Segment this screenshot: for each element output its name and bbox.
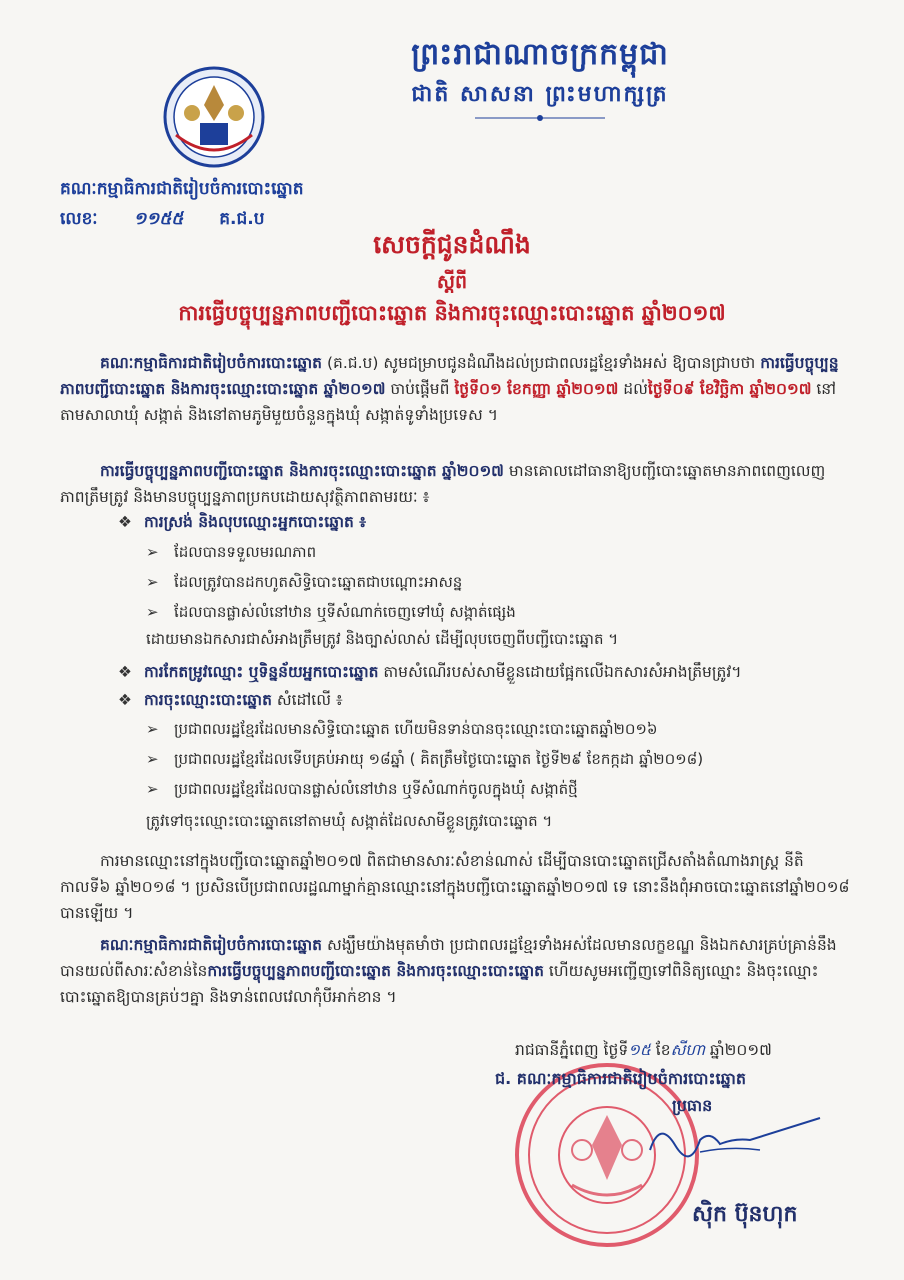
arrow-bullet-icon: ➢ [146,573,159,591]
signatory-organization: ជ. គណៈកម្មាធិការជាតិរៀបចំការបោះឆ្នោត [495,1069,746,1088]
paragraph-3: ការមានឈ្មោះនៅក្នុងបញ្ជីបោះឆ្នោតឆ្នាំ២០១៧ ពិតជាមានសារៈសំខាន់ណាស់ ដើម្បីបានបោះឆ្នោតជ្រើសតាំងតំណាងរាស្ត្រ នីតិកាលទី៦ ឆ្នាំ២០១៨ ។ ប្រសិនបើប្រជាពលរដ្ឋណាម្នាក់គ្មានឈ្មោះនៅក្នុងបញ្ជីបោះឆ្នោតឆ្នាំ២០១៧ ទេ នោះនឹងពុំអាចបោះឆ្នោតនៅឆ្នាំ២០១៨ បានឡើយ ។ [60,852,850,922]
p4-lead: គណៈកម្មាធិការជាតិរៀបចំការបោះឆ្នោត [100,936,323,954]
national-motto: ជាតិ សាសនា ព្រះមហាក្សត្រ [411,82,669,107]
arrow-bullet-icon: ➢ [146,543,159,561]
list-item-text: ដែលត្រូវបានដកហូតសិទ្ធិបោះឆ្នោតជាបណ្តោះអាសន្ន [174,573,463,591]
list-item [146,573,462,595]
ref-number: ១១៥៥ [133,209,184,229]
list-item-text: ប្រជាពលរដ្ឋខ្មែរដែលមានសិទ្ធិបោះឆ្នោត ហើយមិនទាន់បានចុះឈ្មោះបោះឆ្នោតឆ្នាំ២០១៦ [174,720,658,738]
list-item [146,750,703,772]
list-item-text: ដែលបានទទួលមរណភាព [174,543,317,561]
paragraph-4 [60,932,850,1010]
paragraph-1 [60,350,850,428]
list-item-text: ដែលបានផ្លាស់លំនៅឋាន ឬទីសំណាក់ចេញទៅឃុំ សង្កាត់ផ្សេង [174,603,516,621]
nec-emblem-icon [162,65,266,169]
arrow-bullet-icon: ➢ [146,603,159,621]
p1-text-c: ដល់ [618,380,648,398]
arrow-bullet-icon: ➢ [146,750,159,768]
p1-date-end: ថ្ងៃទី០៩ ខែវិច្ឆិកា ឆ្នាំ២០១៧ [647,380,812,398]
bullet-3-note: ត្រូវទៅចុះឈ្មោះបោះឆ្នោតនៅតាមឃុំ សង្កាត់ដែលសាមីខ្លួនត្រូវបោះឆ្នោត ។ [146,812,553,830]
date-prefix: រាជធានីភ្នំពេញ ថ្ងៃទី [515,1041,629,1059]
ref-suffix: គ.ជ.ប [219,209,265,229]
list-item [146,603,516,625]
kingdom-heading: ព្រះរាជាណាចក្រកម្ពុជា [411,37,669,72]
bullet-3-text: សំដៅលើ ៖ [271,691,343,709]
p1-bold: ការធ្វើបច្ចុប្បន្នភាពបញ្ជីបោះឆ្នោត និងការចុះឈ្មោះបោះឆ្នោត ឆ្នាំ២០១៧ [60,354,839,398]
diamond-bullet-icon: ❖ [118,691,132,709]
p1-text-a: (គ.ជ.ប) សូមជម្រាបជូនដំណឹងដល់ប្រជាពលរដ្ឋខ្មែរទាំងអស់ ឱ្យបានជ្រាបថា [322,354,761,372]
diamond-bullet-icon: ❖ [118,513,132,531]
list-item [146,720,657,742]
diamond-bullet-icon: ❖ [118,663,132,681]
date-day: ១៥ [628,1041,651,1059]
paragraph-2 [60,458,850,510]
bullet-2 [118,662,741,685]
list-item [146,543,316,565]
ref-label: លេខៈ [60,209,98,229]
bullet-3-label: ការចុះឈ្មោះបោះឆ្នោត [144,691,272,709]
p1-text-b: ចាប់ផ្តើមពី [385,380,455,398]
list-item-text: ប្រជាពលរដ្ឋខ្មែរដែលបានផ្លាស់លំនៅឋាន ឬទីសំណាក់ចូលក្នុងឃុំ សង្កាត់ថ្មី [174,780,578,798]
list-item [146,780,578,802]
p4-text-a: សង្ឃឹមយ៉ាងមុតមាំថា ប្រជាពលរដ្ឋខ្មែរទាំងអស់ដែលមានលក្ខខណ្ឌ និងឯកសារគ្រប់គ្រាន់នឹងបានយល់ពីសារៈសំខាន់នៃ [60,936,837,980]
ornament-divider-icon [475,114,605,122]
date-month: សីហា [670,1041,705,1059]
bullet-1-label: ការស្រង់ និងលុបឈ្មោះអ្នកបោះឆ្នោត ៖ [144,513,367,531]
p1-lead: គណៈកម្មាធិការជាតិរៀបចំការបោះឆ្នោត [100,354,323,372]
notice-subject-label: ស្តីពី [436,271,468,293]
bullet-1 [118,512,366,535]
p2-text: មានគោលដៅធានាឱ្យបញ្ជីបោះឆ្នោតមានភាពពេញលេញ ភាពត្រឹមត្រូវ និងមានបច្ចុប្បន្នភាពប្រកបដោយសុវត្ថិភាពតាមរយៈ ៖ [60,462,826,506]
signatory-title: ប្រធាន [672,1096,713,1115]
p1-text-d: នៅតាមសាលាឃុំ សង្កាត់ និងនៅតាមភូមិមួយចំនួនក្នុងឃុំ សង្កាត់ទូទាំងប្រទេស ។ [60,380,837,424]
p4-text-b: ហើយសូមអញ្ជើញទៅពិនិត្យឈ្មោះ និងចុះឈ្មោះបោះឆ្នោតឱ្យបានគ្រប់ៗគ្នា និងទាន់ពេលវេលាកុំបីអាក់ខាន ។ [60,962,819,1006]
handwritten-signature-icon [640,1110,830,1170]
bullet-2-label: ការកែតម្រូវឈ្មោះ ឬទិន្នន័យអ្នកបោះឆ្នោត [144,663,379,681]
committee-name: គណៈកម្មាធិការជាតិរៀបចំការបោះឆ្នោត [60,179,304,199]
list-item-text: ប្រជាពលរដ្ឋខ្មែរដែលទើបគ្រប់អាយុ ១៨ឆ្នាំ ( គិតត្រឹមថ្ងៃបោះឆ្នោត ថ្ងៃទី២៩ ខែកក្កដា ឆ្នាំ២០១៨) [174,750,704,768]
bullet-3 [118,690,343,713]
month-prefix: ខែ [650,1041,671,1059]
p1-date-start: ថ្ងៃទី០១ ខែកញ្ញា ឆ្នាំ២០១៧ [454,380,619,398]
bullet-2-text: តាមសំណើរបស់សាមីខ្លួនដោយផ្អែកលើឯកសារសំអាងត្រឹមត្រូវ។ [378,663,742,681]
notice-subject: ការធ្វើបច្ចុប្បន្នភាពបញ្ជីបោះឆ្នោត និងការចុះឈ្មោះបោះឆ្នោត ឆ្នាំ២០១៧ [178,301,726,325]
signer-name: ស៊ិក ប៊ុនហុក [692,1202,798,1227]
arrow-bullet-icon: ➢ [146,780,159,798]
p2-lead: ការធ្វើបច្ចុប្បន្នភាពបញ្ជីបោះឆ្នោត និងការចុះឈ្មោះបោះឆ្នោត ឆ្នាំ២០១៧ [100,462,504,480]
p4-bold: ការធ្វើបច្ចុប្បន្នភាពបញ្ជីបោះឆ្នោត និងការចុះឈ្មោះបោះឆ្នោត [207,962,544,980]
bullet-1-note: ដោយមានឯកសារជាសំអាងត្រឹមត្រូវ និងច្បាស់លាស់ ដើម្បីលុបចេញពីបញ្ជីបោះឆ្នោត ។ [146,630,619,648]
notice-title: សេចក្តីជូនដំណឹង [373,230,531,259]
arrow-bullet-icon: ➢ [146,720,159,738]
date-year: ឆ្នាំ២០១៧ [705,1041,772,1059]
